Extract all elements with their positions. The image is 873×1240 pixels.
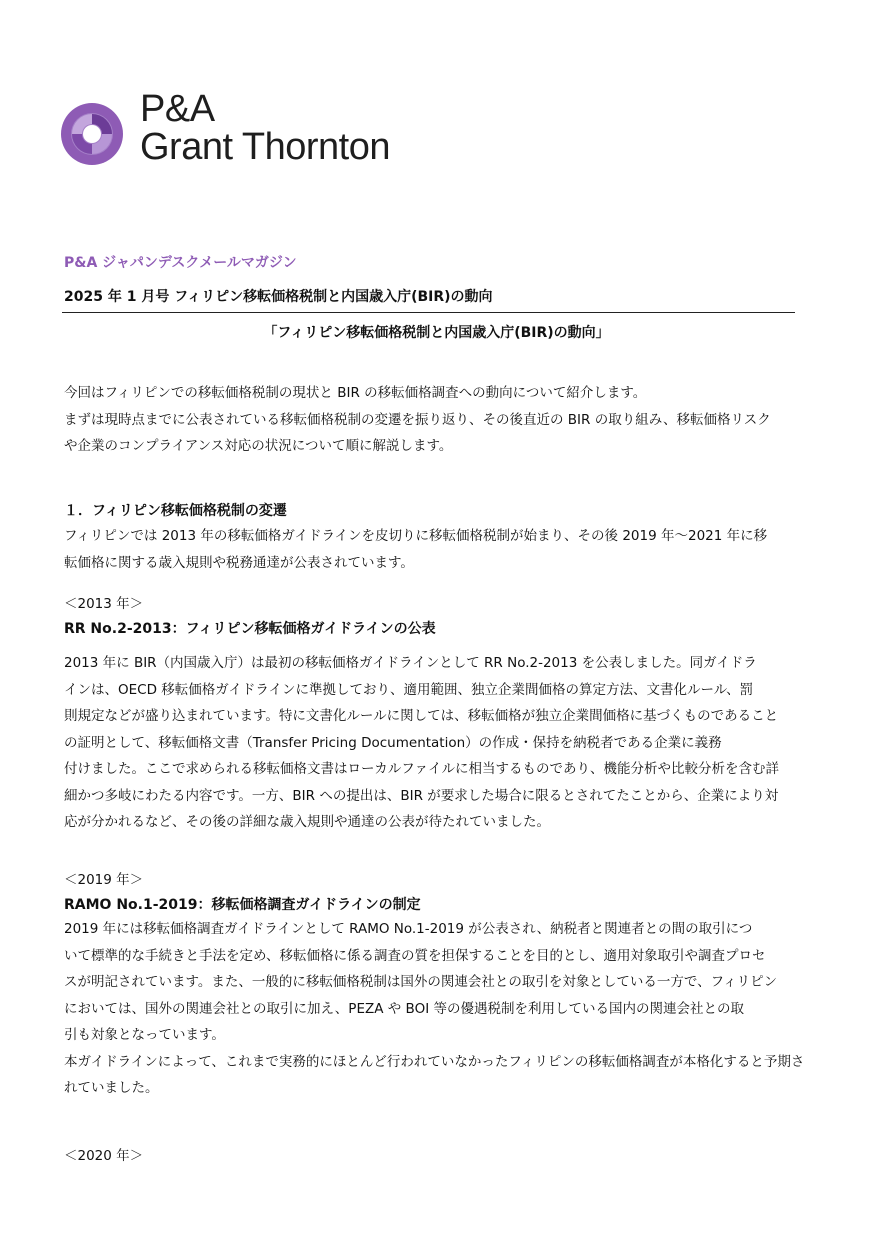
ramo-2019-line: スが明記されています。また、一般的に移転価格税制は国外の関連会社との取引を対象としている一方で、フィリピン [64,974,778,990]
rr-2013-line: 付けました。ここで求められる移転価格文書はローカルファイルに相当するものであり、機能分析や比較分析を含む詳 [64,761,779,777]
rr-2013-line: インは、OECD 移転価格ガイドラインに準拠しており、適用範囲、独立企業間価格の算定方法、文書化ルール、罰 [64,681,754,698]
logo-text-pa: P&A [140,88,215,130]
intro-line: まずは現時点までに公表されている移転価格税制の変遷を振り返り、その後直近の BIR の取り組み、移転価格リスク [64,411,771,428]
magazine-name: P&A ジャパンデスクメールマガジン [64,255,297,271]
intro-line: や企業のコンプライアンス対応の状況について順に解説します。 [64,438,453,454]
title-divider [62,312,795,313]
rr-2013-heading: RR No.2-2013：フィリピン移転価格ガイドラインの公表 [64,621,436,637]
year-2020-label: ＜2020 年＞ [64,1148,144,1164]
ramo-2019-line: 2019 年には移転価格調査ガイドラインとして RAMO No.1-2019 が公表され、納税者と関連者との間の取引につ [64,921,753,937]
section-1-line: フィリピンでは 2013 年の移転価格ガイドラインを皮切りに移転価格税制が始まり、その後 2019 年～2021 年に移 [64,528,768,544]
company-logo [60,88,420,178]
logo-text-grant-thornton: Grant Thornton [140,126,391,168]
section-1-heading: １．フィリピン移転価格税制の変遷 [64,503,287,519]
article-title: 「フィリピン移転価格税制と内国歳入庁(BIR)の動向」 [263,325,610,341]
rr-2013-line: 応が分かれるなど、その後の詳細な歳入規則や通達の公表が待たれていました。 [64,814,550,830]
intro-line: 今回はフィリピンでの移転価格税制の現状と BIR の移転価格調査への動向について紹介します。 [64,385,647,401]
ramo-2019-line: においては、国外の関連会社との取引に加え、PEZA や BOI 等の優遇税制を利用している国内の関連会社との取 [64,1000,744,1017]
year-2013-label: ＜2013 年＞ [64,596,144,612]
ramo-2019-paragraph [64,916,812,1102]
section-1-line: 転価格に関する歳入規則や税務通達が公表されています。 [64,554,414,571]
year-2019-label: ＜2019 年＞ [64,872,144,888]
rr-2013-line: 則規定などが盛り込まれています。特に文書化ルールに関しては、移転価格が独立企業間価格に基づくものであること [64,708,779,724]
rr-2013-line: 2013 年に BIR（内国歳入庁）は最初の移転価格ガイドラインとして RR No.2-2013 を公表しました。同ガイドラ [64,655,757,671]
section-1-paragraph [64,523,812,576]
rr-2013-line: 細かつ多岐にわたる内容です。一方、BIR への提出は、BIR が要求した場合に限るとされてたことから、企業により対 [64,787,779,804]
rr-2013-paragraph [64,650,812,836]
ramo-2019-heading: RAMO No.1-2019：移転価格調査ガイドラインの制定 [64,897,421,913]
intro-paragraph [64,380,812,460]
issue-title: 2025 年 1 月号 フィリピン移転価格税制と内国歳入庁(BIR)の動向 [64,289,493,305]
grant-thornton-logo-icon [60,102,124,166]
ramo-2019-line: いて標準的な手続きと手法を定め、移転価格に係る調査の質を担保することを目的とし、適用対象取引や調査プロセ [64,947,766,964]
rr-2013-line: の証明として、移転価格文書（Transfer Pricing Documentation）の作成・保持を納税者である企業に義務 [64,734,722,751]
ramo-2019-line: れていました。 [64,1080,159,1096]
ramo-2019-line: 引も対象となっています。 [64,1027,225,1043]
ramo-2019-line: 本ガイドラインによって、これまで実務的にほとんど行われていなかったフィリピンの移転価格調査が本格化すると予期さ [64,1053,805,1070]
